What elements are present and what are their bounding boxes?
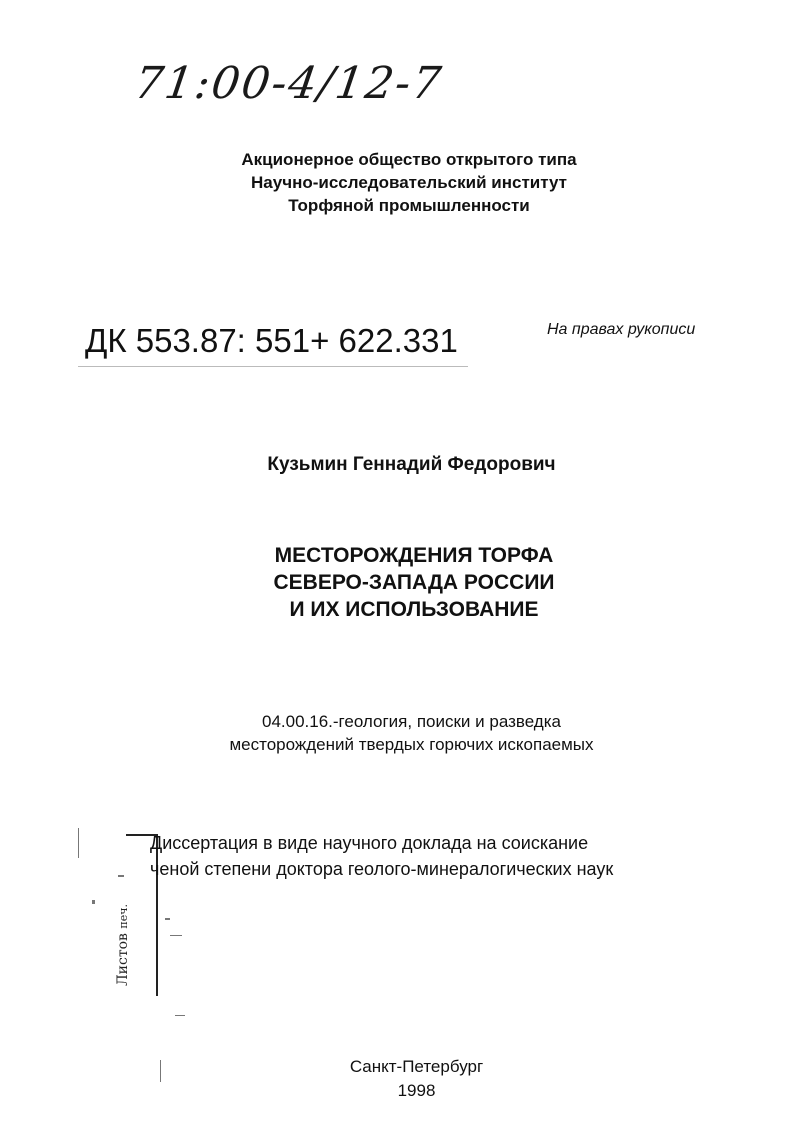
dissertation-line-1: Диссертация в виде научного доклада на соискание	[150, 833, 589, 853]
scan-speck	[118, 875, 124, 877]
specialty-block	[0, 710, 798, 756]
scan-speck	[165, 918, 170, 920]
scan-speck	[175, 1015, 185, 1016]
organization-line-1: Акционерное общество открытого типа	[241, 150, 577, 169]
dissertation-note	[150, 830, 613, 882]
year: 1998	[397, 1081, 436, 1100]
organization-line-2: Научно-исследовательский институт	[251, 173, 567, 192]
udk-underline	[78, 366, 468, 367]
organization-block	[0, 148, 798, 217]
specialty-line-2: месторождений твердых горючих ископаемых	[229, 735, 594, 754]
place-and-year	[0, 1055, 798, 1103]
udk-code: ДК 553.87: 551+ 622.331	[85, 322, 458, 359]
rights-note: На правах рукописи	[547, 321, 696, 338]
specialty-line-1: 04.00.16.-геология, поиски и разведка	[262, 712, 561, 731]
dissertation-line-2: ченой степени доктора геолого-минералогических наук	[150, 859, 614, 879]
title-line-3: И ИХ ИСПОЛЬЗОВАНИЕ	[289, 598, 539, 621]
author-name	[0, 454, 798, 476]
title-line-2: СЕВЕРО-ЗАПАДА РОССИИ	[273, 571, 555, 594]
sheets-stamp	[110, 905, 142, 995]
title-line-1: МЕСТОРОЖДЕНИЯ ТОРФА	[274, 544, 554, 567]
scan-speck	[170, 935, 182, 936]
scan-speck	[78, 828, 79, 858]
sheets-stamp-sub: печ.	[117, 904, 130, 929]
sheets-stamp-label: Листов	[115, 933, 131, 986]
sheets-stamp-text	[115, 900, 131, 990]
author-name-text: Кузьмин Геннадий Федорович	[267, 454, 556, 475]
handwritten-code: 71:00-4/12-7	[131, 58, 446, 109]
dissertation-title	[0, 542, 798, 623]
scan-speck	[92, 900, 95, 904]
city-name: Санкт-Петербург	[349, 1057, 484, 1076]
organization-line-3: Торфяной промышленности	[288, 196, 530, 215]
